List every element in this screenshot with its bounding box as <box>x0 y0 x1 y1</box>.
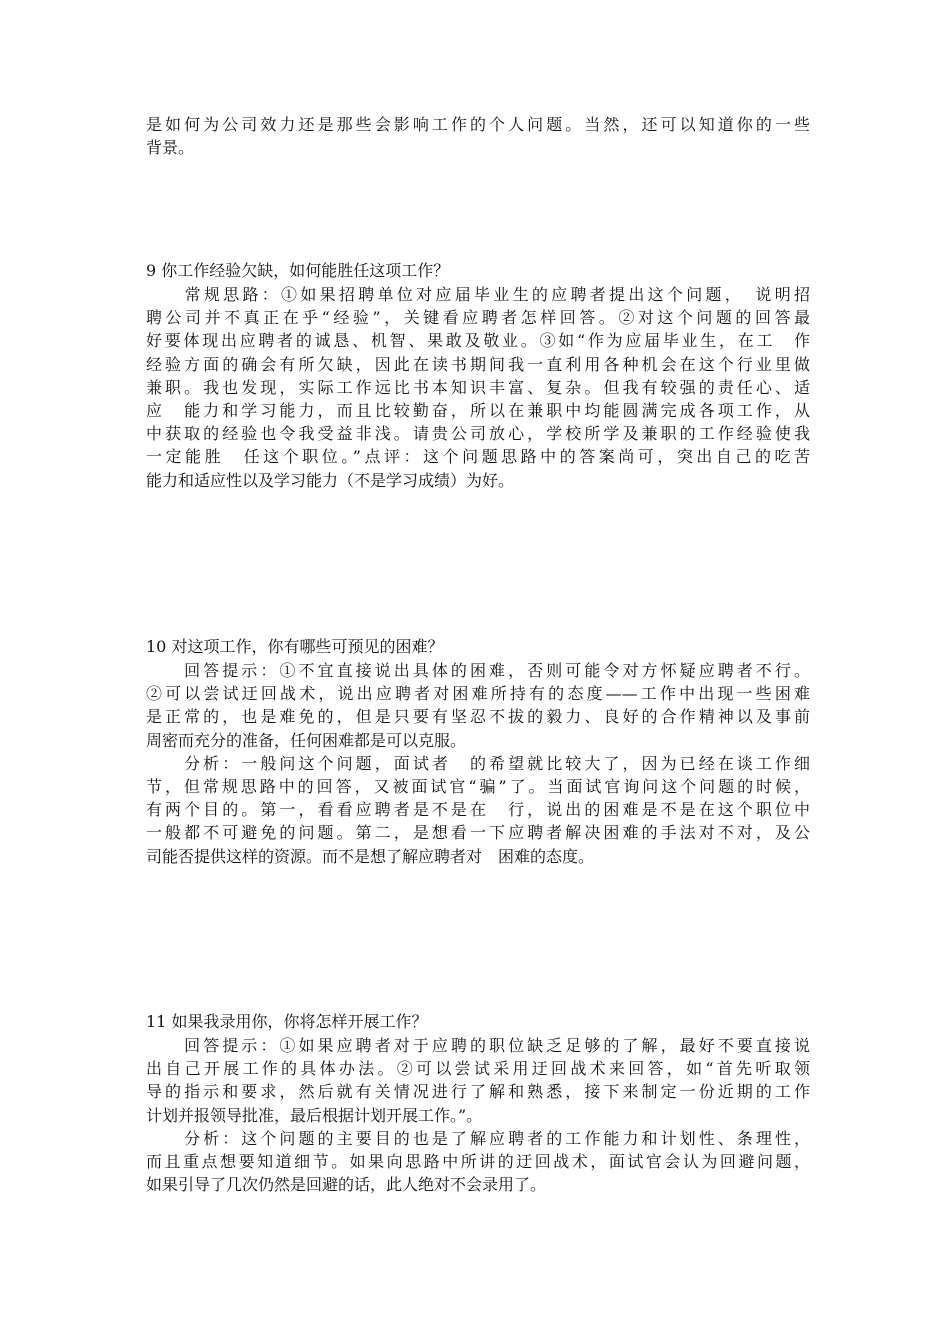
question-9-section <box>146 259 810 492</box>
question-11-section <box>146 1010 810 1196</box>
text-line: 能力和适应性以及学习能力（不是学习成绩）为好。 <box>146 470 515 490</box>
text-line: 是如何为公司效力还是那些会影响工作的个人问题。当然，还可以知道你的一些 <box>146 115 810 134</box>
text-line: 计划并报领导批准，最后根据计划开展工作。”。 <box>146 1105 483 1125</box>
question-heading: 11 如果我录用你，你将怎样开展工作？ <box>146 1012 428 1031</box>
text-line: ②可以尝试迂回战术，说出应聘者对困难所持有的态度——工作中出现一些困难 <box>146 684 810 704</box>
question-heading: 10 对这项工作，你有哪些可预见的困难？ <box>146 637 444 656</box>
text-line: 经验方面的确会有所欠缺，因此在读书期间我一直利用各种机会在这个行业里做 <box>146 354 810 374</box>
text-line: 周密而充分的准备，任何困难都是可以克服。 <box>146 730 467 750</box>
text-line: 应 能力和学习能力，而且比较勤奋，所以在兼职中均能圆满完成各项工作，从 <box>146 400 810 420</box>
text-line: 是正常的，也是难免的，但是只要有坚忍不拔的毅力、良好的合作精神以及事前 <box>146 707 810 727</box>
text-line: 导的指示和要求，然后就有关情况进行了解和熟悉，接下来制定一份近期的工作 <box>146 1082 810 1102</box>
intro-paragraph <box>146 113 810 159</box>
text-line: 回答提示：①如果应聘者对于应聘的职位缺乏足够的了解，最好不要直接说 <box>146 1036 810 1055</box>
text-line: 回答提示：①不宜直接说出具体的困难，否则可能令对方怀疑应聘者不行。 <box>146 661 810 680</box>
text-line: 分析：这个问题的主要目的也是了解应聘者的工作能力和计划性、条理性， <box>146 1128 810 1148</box>
text-line: 如果引导了几次仍然是回避的话，此人绝对不会录用了。 <box>146 1175 547 1195</box>
text-line: 中获取的经验也令我受益非浅。请贵公司放心，学校所学及兼职的工作经验使我 <box>146 424 810 444</box>
text-line: 一定能胜 任这个职位。”点评：这个问题思路中的答案尚可，突出自己的吃苦 <box>146 447 810 467</box>
text-line: 分析：一般问这个问题，面试者 的希望就比较大了，因为已经在谈工作细 <box>146 753 810 773</box>
text-line: 好要体现出应聘者的诚恳、机智、果敢及敬业。③如“作为应届毕业生，在工 作 <box>146 331 810 351</box>
text-line: 出自己开展工作的具体办法。②可以尝试采用迂回战术来回答，如“首先听取领 <box>146 1059 810 1079</box>
text-line: 节，但常规思路中的回答，又被面试官“骗”了。当面试官询问这个问题的时候， <box>146 776 810 796</box>
question-10-section <box>146 635 810 868</box>
text-line: 司能否提供这样的资源。而不是想了解应聘者对 困难的态度。 <box>146 846 595 866</box>
text-line: 一般都不可避免的问题。第二，是想看一下应聘者解决困难的手法对不对，及公 <box>146 823 810 843</box>
text-line: 常规思路：①如果招聘单位对应届毕业生的应聘者提出这个问题， 说明招 <box>146 285 810 304</box>
text-line: 兼职。我也发现，实际工作远比书本知识丰富、复杂。但我有较强的责任心、适 <box>146 377 810 397</box>
text-line: 而且重点想要知道细节。如果向思路中所讲的迂回战术，面试官会认为回避问题， <box>146 1151 810 1171</box>
question-heading: 9 你工作经验欠缺，如何能胜任这项工作？ <box>146 261 450 280</box>
text-line: 聘公司并不真正在乎“经验”，关键看应聘者怎样回答。②对这个问题的回答最 <box>146 308 810 328</box>
text-line: 有两个目的。第一，看看应聘者是不是在 行，说出的困难是不是在这个职位中 <box>146 800 810 820</box>
text-line: 背景。 <box>146 138 195 158</box>
